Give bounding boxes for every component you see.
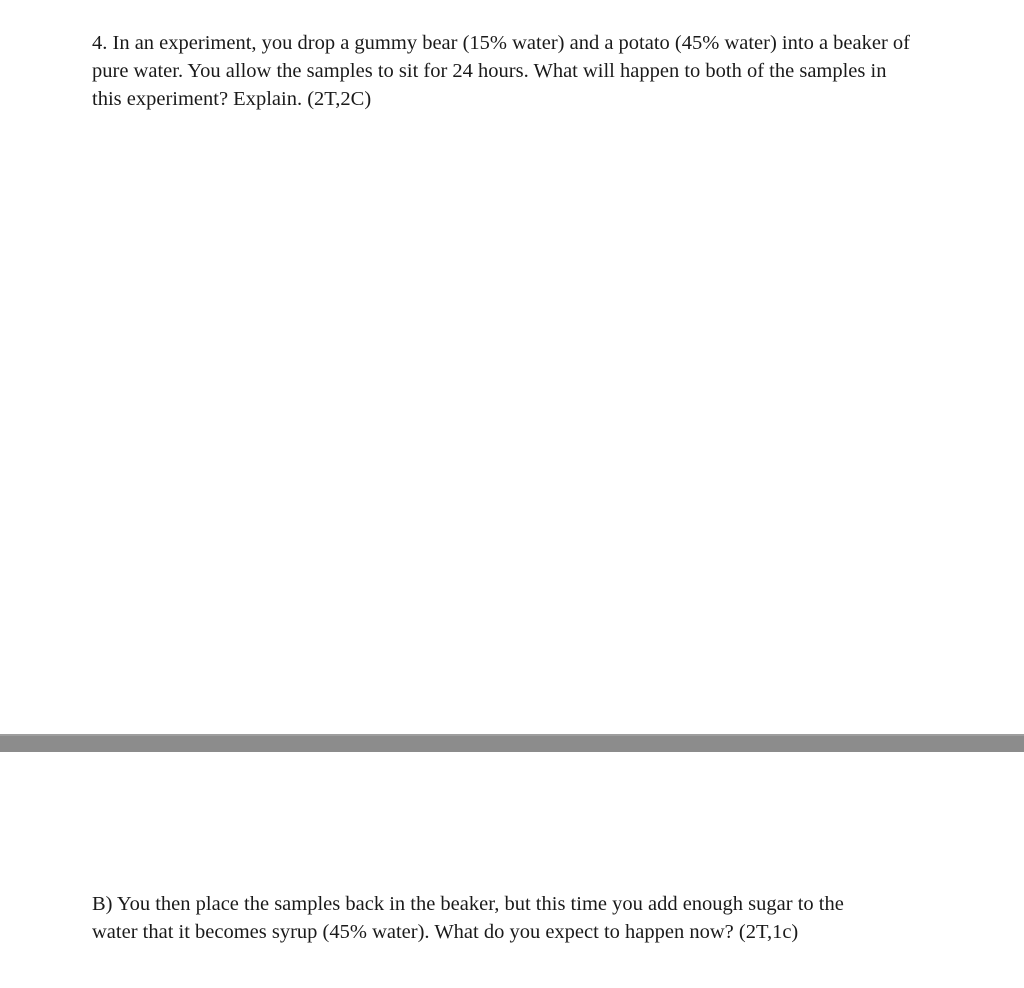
question-b-line: B) You then place the samples back in the beaker, but this time you add enough sugar to the	[92, 893, 844, 915]
question-4-line: pure water. You allow the samples to sit for 24 hours. What will happen to both of the samples in	[92, 60, 887, 82]
question-b-line: water that it becomes syrup (45% water). What do you expect to happen now? (2T,1c)	[92, 921, 799, 943]
question-4-line: this experiment? Explain. (2T,2C)	[92, 88, 372, 110]
document-page-2	[0, 752, 1024, 988]
question-4-line: 4. In an experiment, you drop a gummy bear (15% water) and a potato (45% water) into a beaker of	[92, 32, 910, 54]
question-b-text	[92, 890, 982, 946]
page-separator	[0, 734, 1024, 752]
question-4-text	[92, 29, 972, 113]
